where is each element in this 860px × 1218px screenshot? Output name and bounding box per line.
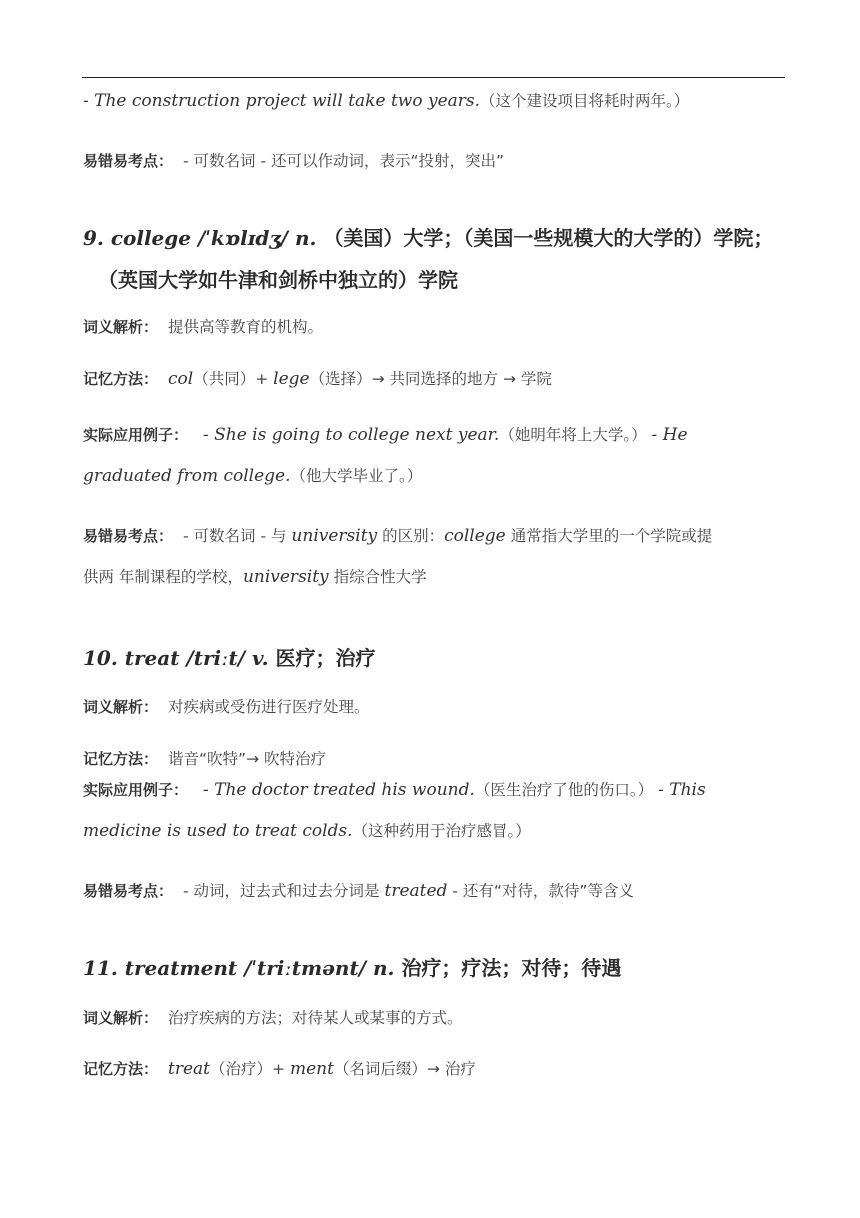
pitfall-label: 易错易考点： [83,527,174,545]
entry-heading-college [83,222,773,251]
memory-word: lege [273,369,310,389]
pitfall-text: 指综合性大学 [333,568,427,586]
pitfall-label: 易错易考点： [83,152,174,170]
memory-word: treat [168,1059,211,1079]
treat-memory [83,748,790,770]
example-en: graduated from college. [83,466,291,486]
memory-label: 记忆方法： [83,1060,159,1078]
meaning-label: 词义解析： [83,698,159,716]
meaning-label: 词义解析： [83,1009,159,1027]
college-meaning [83,316,790,338]
headword-gloss: （美国）大学；（美国一些规模大的大学的）学院； [323,226,774,250]
prev-pitfall [83,150,790,172]
pitfall-word: college [444,526,506,546]
treat-meaning [83,696,790,718]
example-zh: （这个建设项目将耗时两年。） [480,92,690,110]
memory-label: 记忆方法： [83,750,159,768]
pitfall-word: university [242,567,329,587]
example-zh: （她明年将上大学。） [499,426,647,444]
treatment-memory [83,1058,790,1080]
top-rule [82,77,785,78]
example-zh: （他大学毕业了。） [290,467,423,485]
pitfall-label: 易错易考点： [83,882,174,900]
example-zh: （这种药用于治疗感冒。） [352,822,531,840]
pitfall-text: - 动词，过去式和过去分词是 [183,882,380,900]
treatment-meaning [83,1007,790,1029]
entry-heading-college-cont [98,264,458,293]
treat-examples-cont [83,820,790,842]
memory-gloss: （治疗）+ [210,1060,286,1078]
memory-text: 谐音“吹特”→ 吹特治疗 [168,750,326,768]
meaning-label: 词义解析： [83,318,159,336]
headword-gloss-cont: （英国大学如牛津和剑桥中独立的）学院 [98,268,458,292]
headword: 10. treat /triːt/ v. [83,646,269,670]
pitfall-text: - 可数名词 - 还可以作动词，表示“投射，突出” [183,152,505,170]
meaning-text: 对疾病或受伤进行医疗处理。 [168,698,370,716]
meaning-text: 提供高等教育的机构。 [168,318,324,336]
memory-label: 记忆方法： [83,370,159,388]
headword: 11. treatment /ˈtriːtmənt/ n. [83,956,395,980]
memory-word: col [168,369,194,389]
example-en: medicine is used to treat colds. [83,821,353,841]
memory-rest: （选择）→ 共同选择的地方 → 学院 [309,370,552,388]
college-examples [83,424,790,446]
examples-label: 实际应用例子： [83,781,189,799]
headword-gloss: 医疗；治疗 [275,646,376,670]
treat-examples [83,779,790,801]
memory-gloss: （共同）+ [193,370,269,388]
pitfall-text: 通常指大学里的一个学院或提 [510,527,713,545]
treat-pitfall [83,880,790,902]
memory-rest: （名词后缀）→ 治疗 [333,1060,476,1078]
examples-label: 实际应用例子： [83,426,189,444]
college-pitfall-cont [83,566,790,588]
entry-heading-treatment [83,952,621,981]
meaning-text: 治疗疾病的方法；对待某人或某事的方式。 [168,1009,463,1027]
pitfall-word: treated [384,881,448,901]
college-pitfall [83,525,790,547]
example-en: - She is going to college next year. [202,425,500,445]
example-en: - The doctor treated his wound. [202,780,475,800]
headword-gloss: 治疗；疗法；对待；待遇 [401,956,622,980]
college-examples-cont [83,465,790,487]
pitfall-text: - 可数名词 - 与 [183,527,287,545]
example-en: - He [651,425,688,445]
prev-example [83,90,790,112]
college-memory [83,368,790,390]
example-en: - This [658,780,706,800]
headword: 9. college /ˈkɒlɪdʒ/ n. [83,226,317,250]
example-zh: （医生治疗了他的伤口。） [474,781,654,799]
pitfall-text: 供两 年制课程的学校， [83,568,243,586]
pitfall-word: university [291,526,378,546]
entry-heading-treat [83,642,376,671]
example-en: - The construction project will take two years. [83,91,481,111]
memory-word: ment [289,1059,334,1079]
pitfall-text: - 还有“对待，款待”等含义 [452,882,634,900]
pitfall-text: 的区别： [382,527,445,545]
